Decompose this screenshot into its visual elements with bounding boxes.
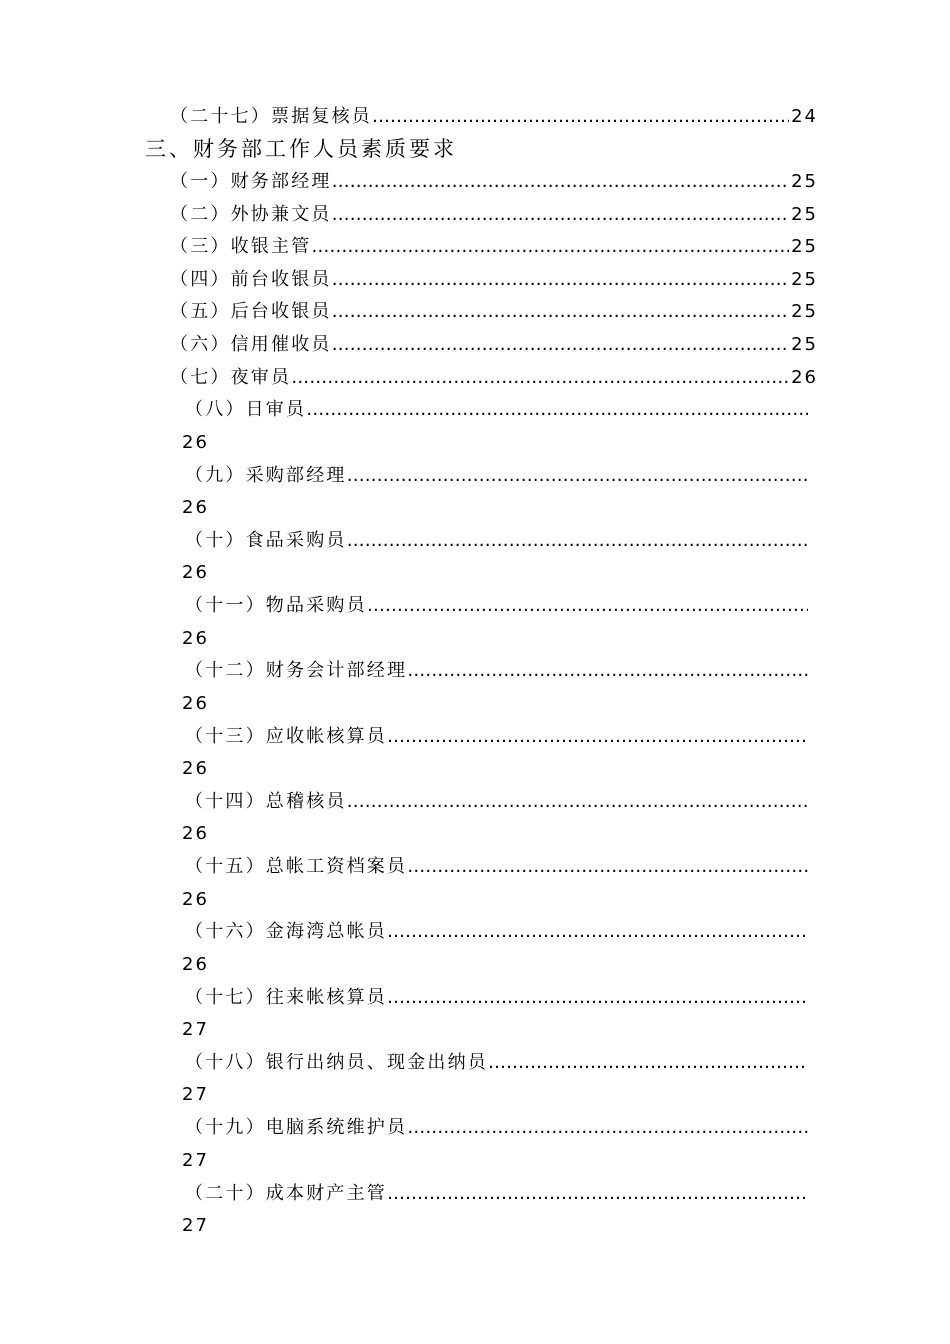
toc-entry[interactable] <box>185 1116 808 1140</box>
toc-entry-label: （三）收银主管 <box>170 236 312 257</box>
toc-entry-label: （二十七）票据复核员 <box>170 106 372 127</box>
toc-entry[interactable] <box>170 268 818 292</box>
toc-leader-dots <box>332 300 789 324</box>
toc-leader-dots <box>347 529 808 553</box>
toc-entry-label: （十七）往来帐核算员 <box>185 987 387 1008</box>
toc-entry[interactable] <box>185 529 808 553</box>
toc-entry[interactable] <box>185 725 808 749</box>
toc-entry[interactable] <box>185 398 808 422</box>
toc-page-number: 26 <box>182 628 209 649</box>
toc-page-number: 25 <box>791 204 818 225</box>
toc-entry[interactable] <box>170 300 818 324</box>
toc-entry-label: （八）日审员 <box>185 399 307 420</box>
toc-entry-label: （十三）应收帐核算员 <box>185 726 387 747</box>
toc-entry[interactable] <box>185 1051 808 1075</box>
toc-entry-label: （七）夜审员 <box>170 367 292 388</box>
toc-leader-dots <box>332 333 789 357</box>
toc-page-number: 24 <box>791 106 818 127</box>
toc-entry[interactable] <box>170 235 818 259</box>
toc-entry[interactable] <box>185 920 808 944</box>
toc-entry-label: （十四）总稽核员 <box>185 791 347 812</box>
toc-leader-dots <box>311 235 789 259</box>
toc-entry-label: （十）食品采购员 <box>185 530 347 551</box>
toc-page-number: 26 <box>182 954 209 975</box>
toc-entry-label: （二）外协兼文员 <box>170 204 332 225</box>
toc-page-number: 25 <box>791 236 818 257</box>
toc-entry[interactable] <box>185 986 808 1010</box>
toc-entry-label: （十二）财务会计部经理 <box>185 660 408 681</box>
toc-leader-dots <box>372 105 789 129</box>
toc-page-number: 26 <box>182 432 209 453</box>
toc-leader-dots <box>332 170 789 194</box>
toc-entry[interactable] <box>185 855 808 879</box>
toc-leader-dots <box>306 398 808 422</box>
toc-page-number: 25 <box>791 334 818 355</box>
toc-leader-dots <box>332 203 789 227</box>
toc-leader-dots <box>407 659 808 683</box>
toc-leader-dots <box>387 920 808 944</box>
toc-entry[interactable] <box>185 464 808 488</box>
toc-entry[interactable] <box>170 333 818 357</box>
toc-entry-label: （一）财务部经理 <box>170 171 332 192</box>
toc-entry[interactable] <box>185 790 808 814</box>
toc-leader-dots <box>407 1116 808 1140</box>
toc-leader-dots <box>488 1051 808 1075</box>
toc-entry-label: （十八）银行出纳员、现金出纳员 <box>185 1052 488 1073</box>
toc-entry[interactable] <box>170 366 818 390</box>
toc-entry[interactable] <box>185 1182 808 1206</box>
toc-page-number: 27 <box>182 1150 209 1171</box>
toc-leader-dots <box>291 366 789 390</box>
toc-entry[interactable] <box>170 105 818 129</box>
toc-leader-dots <box>387 986 808 1010</box>
toc-page-number: 25 <box>791 301 818 322</box>
toc-page-number: 25 <box>791 269 818 290</box>
toc-page-number: 26 <box>182 497 209 518</box>
toc-entry-label: （十五）总帐工资档案员 <box>185 856 408 877</box>
toc-entry[interactable] <box>185 594 808 618</box>
toc-leader-dots <box>367 594 808 618</box>
toc-leader-dots <box>332 268 789 292</box>
toc-page-number: 27 <box>182 1084 209 1105</box>
toc-page-number: 27 <box>182 1215 209 1236</box>
toc-leader-dots <box>387 725 808 749</box>
toc-page-number: 25 <box>791 171 818 192</box>
toc-page-number: 26 <box>182 823 209 844</box>
toc-entry[interactable] <box>170 203 818 227</box>
toc-entry-label: （四）前台收银员 <box>170 269 332 290</box>
toc-page-number: 26 <box>182 758 209 779</box>
toc-entry-label: （九）采购部经理 <box>185 465 347 486</box>
toc-leader-dots <box>347 790 808 814</box>
toc-page-number: 26 <box>182 562 209 583</box>
toc-entry-label: （五）后台收银员 <box>170 301 332 322</box>
toc-leader-dots <box>407 855 808 879</box>
toc-entry-label: （十一）物品采购员 <box>185 595 367 616</box>
toc-page-number: 27 <box>182 1019 209 1040</box>
toc-leader-dots <box>347 464 808 488</box>
toc-entry[interactable] <box>170 170 818 194</box>
toc-entry[interactable] <box>185 659 808 683</box>
toc-entry-label: （二十）成本财产主管 <box>185 1183 387 1204</box>
section-heading[interactable]: 三、财务部工作人员素质要求 <box>145 137 457 161</box>
toc-leader-dots <box>387 1182 808 1206</box>
toc-entry-label: （十六）金海湾总帐员 <box>185 921 387 942</box>
toc-page-number: 26 <box>791 367 818 388</box>
toc-page-number: 26 <box>182 889 209 910</box>
toc-entry-label: （十九）电脑系统维护员 <box>185 1117 408 1138</box>
toc-entry-label: （六）信用催收员 <box>170 334 332 355</box>
toc-page-number: 26 <box>182 693 209 714</box>
